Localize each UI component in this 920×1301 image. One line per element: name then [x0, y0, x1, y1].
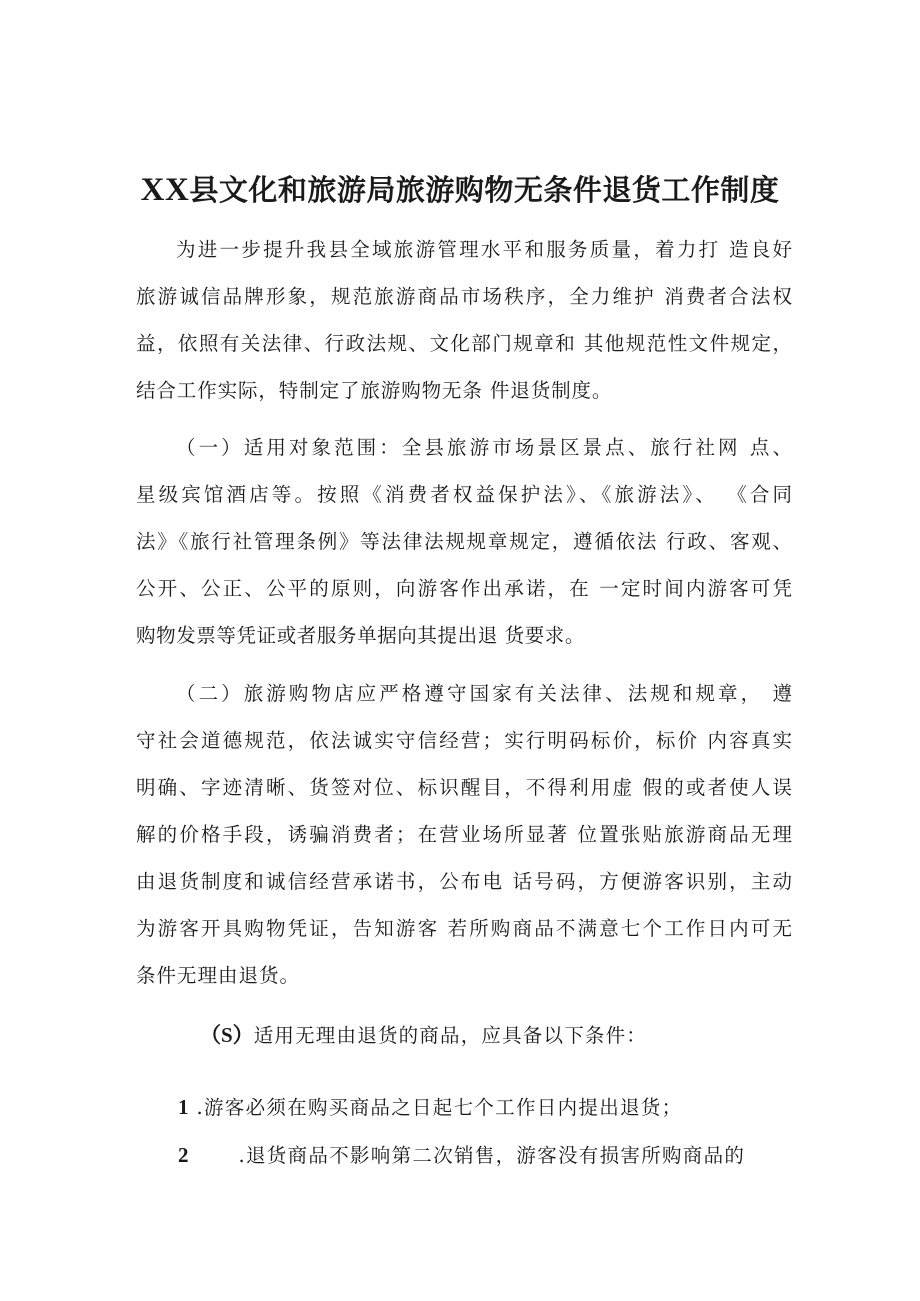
item-1-text: .游客必须在购买商品之日起七个工作日内提出退货；	[196, 1096, 683, 1119]
intro-line-3: 益，依照有关法律、行政法规、文化部门规章和 其他规范性文件规定，	[136, 332, 792, 355]
section-two-line-7: 条件无理由退货。	[136, 964, 301, 987]
section-two-line-2: 守社会道德规范，依法诚实守信经营；实行明码标价，标价 内容真实	[136, 729, 792, 752]
section-two-line-6: 为游客开具购物凭证，告知游客 若所购商品不满意七个工作日内可无	[136, 917, 792, 940]
intro-line-4: 结合工作实际，特制定了旅游购物无条 件退货制度。	[136, 379, 613, 402]
section-one-line-2: 星级宾馆酒店等。按照《消费者权益保护法》、《旅游法》、 《合同	[136, 483, 792, 506]
list-item-2	[178, 1141, 792, 1170]
section-two-line-5: 由退货制度和诚信经营承诺书，公布电 话号码，方便游客识别，主动	[136, 870, 792, 893]
item-2-number: 2	[178, 1143, 189, 1167]
section-three-heading	[200, 1021, 792, 1050]
section-two-line-3: 明确、字迹清晰、货签对位、标识醒目，不得利用虚 假的或者使人误	[136, 776, 792, 799]
title-main: 县文化和旅游局旅游购物无条件退货工作制度	[189, 173, 780, 207]
section-two-line-4: 解的价格手段，诱骗消费者；在营业场所显著 位置张贴旅游商品无理	[136, 823, 792, 846]
section-three-number: （S）	[200, 1023, 254, 1047]
intro-line-1: 为进一步提升我县全域旅游管理水平和服务质量，着力打 造良好	[176, 238, 792, 261]
section-one-line-1: （一）适用对象范围：全县旅游市场景区景点、旅行社网 点、	[176, 436, 792, 459]
section-two-line-1: （二）旅游购物店应严格遵守国家有关法律、法规和规章， 遵	[176, 682, 792, 705]
item-2-text: .退货商品不影响第二次销售，游客没有损害所购商品的	[238, 1144, 746, 1167]
section-one-line-4: 公开、公正、公平的原则，向游客作出承诺，在 一定时间内游客可凭	[136, 577, 792, 600]
title-prefix: XX	[140, 172, 190, 208]
item-1-number: 1	[178, 1095, 189, 1119]
intro-line-2: 旅游诚信品牌形象，规范旅游商品市场秩序，全力维护 消费者合法权	[136, 285, 792, 308]
section-three-text: 适用无理由退货的商品，应具备以下条件：	[253, 1024, 647, 1047]
list-item-1	[178, 1093, 792, 1122]
document-title	[0, 168, 920, 209]
section-one-line-3: 法》《旅行社管理条例》等法律法规规章规定，遵循依法 行政、客观、	[136, 530, 792, 553]
section-one-line-5: 购物发票等凭证或者服务单据向其提出退 货要求。	[136, 624, 585, 647]
